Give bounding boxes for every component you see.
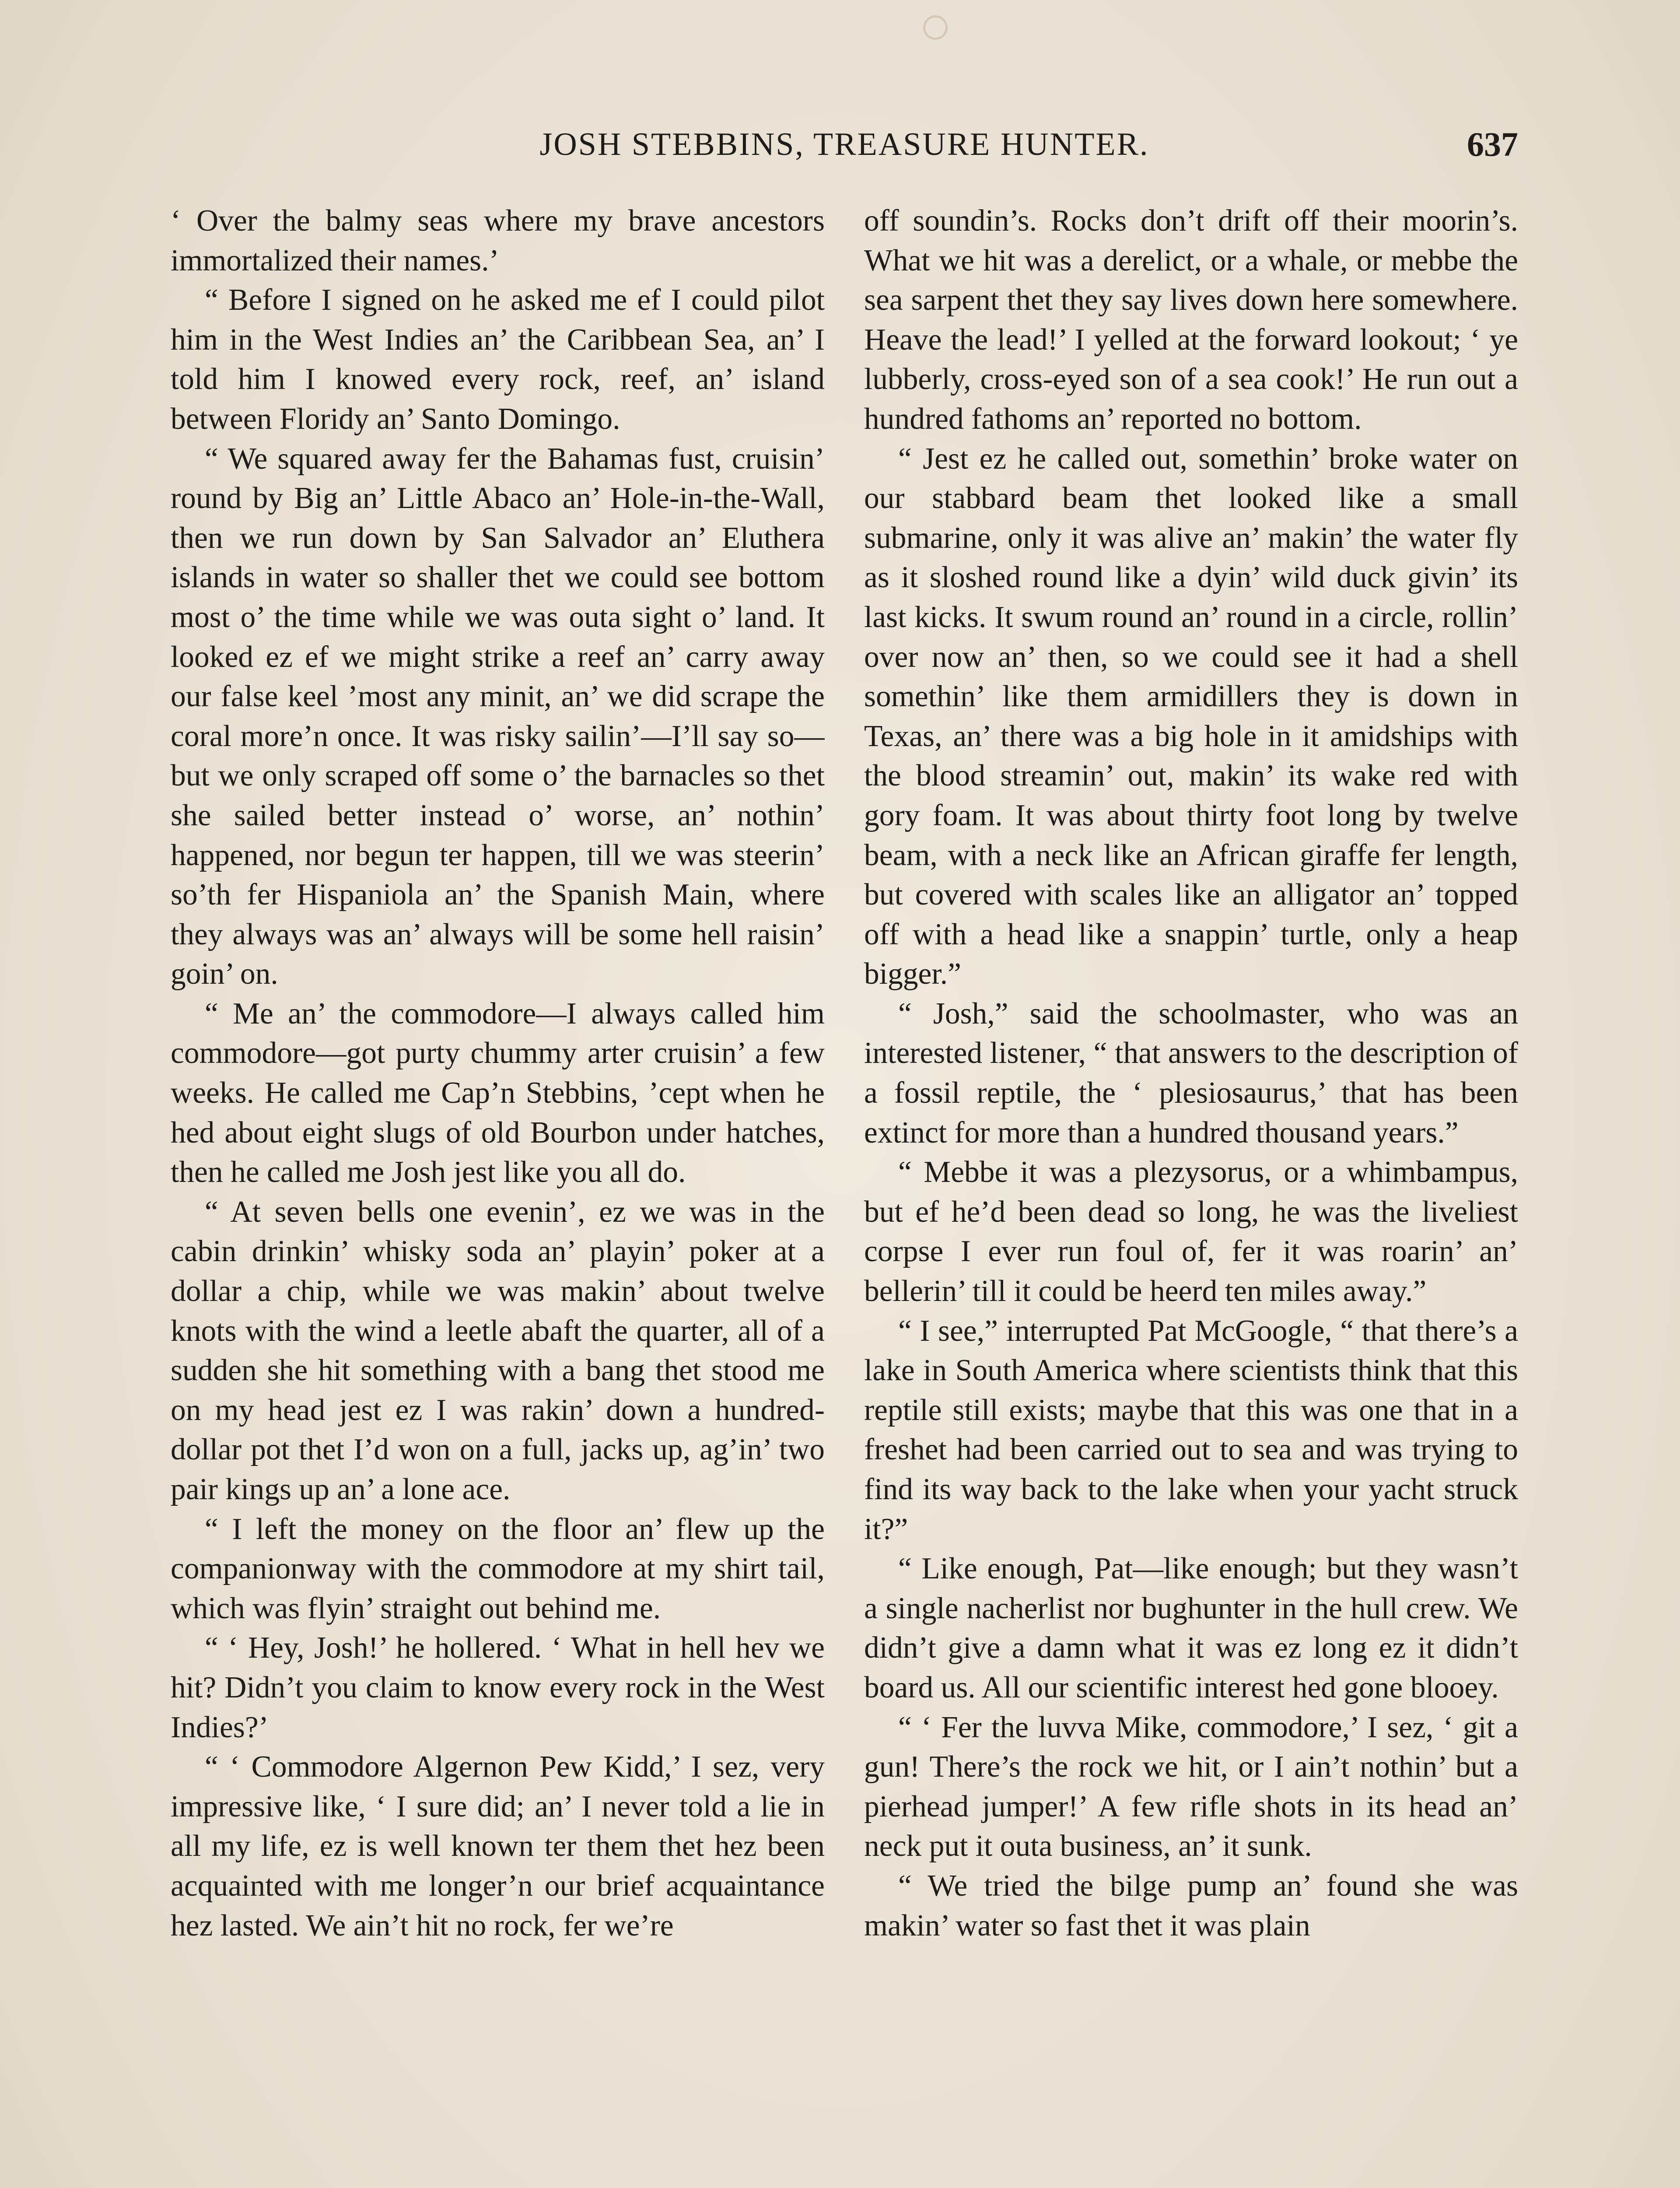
paragraph: “ ‘ Commodore Algernon Pew Kidd,’ I sez, very impressive like, ‘ I sure did; an’ I never told a lie in all my life, ez is well known ter them thet hez been acquainted with me longer’n our brief acquaintance hez lasted. We ain’t hit no rock, fer we’re <box>171 1750 825 1943</box>
paragraph: “ At seven bells one evenin’, ez we was in the cabin drinkin’ whisky soda an’ playin’ poker at a dollar a chip, while we was makin’ about twelve knots with the wind a leetle abaft the quarter, all of a sudden she hit something with a bang thet stood me on my head jest ez I was rakin’ down a hundred-dollar pot thet I’d won on a full, jacks up, ag’in’ two pair kings up an’ a lone ace. <box>171 1195 825 1506</box>
text-columns <box>171 201 1518 2188</box>
left-column <box>171 201 825 2188</box>
paragraph: ‘ Over the balmy seas where my brave ancestors immortalized their names.’ <box>171 204 825 277</box>
paragraph: “ We tried the bilge pump an’ found she was makin’ water so fast thet it was plain <box>864 1869 1518 1943</box>
page-header <box>171 118 1518 171</box>
paragraph: “ Josh,” said the schoolmaster, who was an interested listener, “ that answers to the description of a fossil reptile, the ‘ plesiosaurus,’ that has been extinct for more than a hundred thousand years.” <box>864 996 1518 1150</box>
paragraph: “ Me an’ the commodore—I always called him commodore—got purty chummy arter cruisin’ a few weeks. He called me Cap’n Stebbins, ’cept when he hed about eight slugs of old Bourbon under hatches, then he called me Josh jest like you all do. <box>171 996 825 1189</box>
paper-stain <box>923 15 948 40</box>
page-number: 637 <box>1467 125 1518 163</box>
paragraph: “ I left the money on the floor an’ flew up the companionway with the commodore at my shirt tail, which was flyin’ straight out behind me. <box>171 1512 825 1625</box>
running-head: JOSH STEBBINS, TREASURE HUNTER. <box>539 126 1149 162</box>
right-column <box>864 201 1518 2188</box>
paragraph: “ ‘ Fer the luvva Mike, commodore,’ I sez, ‘ git a gun! There’s the rock we hit, or I ain’t nothin’ but a pierhead jumper!’ A few rifle shots in its head an’ neck put it outa business, an’ it sunk. <box>864 1710 1518 1863</box>
paragraph: “ Like enough, Pat—like enough; but they wasn’t a single nacherlist nor bughunter in the hull crew. We didn’t give a damn what it was ez long ez it didn’t board us. All our scientific interest hed gone blooey. <box>864 1552 1518 1704</box>
paragraph: “ Jest ez he called out, somethin’ broke water on our stabbard beam thet looked like a small submarine, only it was alive an’ makin’ the water fly as it sloshed round like a dyin’ wild duck givin’ its last kicks. It swum round an’ round in a circle, rollin’ over now an’ then, so we could see it had a shell somethin’ like them armidillers they is down in Texas, an’ there was a big hole in it amidships with the blood streamin’ out, makin’ its wake red with gory foam. It was about thirty foot long by twelve beam, with a neck like an African giraffe fer length, but covered with scales like an alligator an’ topped off with a head like a snappin’ turtle, only a heap bigger.” <box>864 442 1518 991</box>
paragraph: off soundin’s. Rocks don’t drift off their moorin’s. What we hit was a derelict, or a whale, or mebbe the sea sarpent thet they say lives down here somewhere. Heave the lead!’ I yelled at the forward lookout; ‘ ye lubberly, cross-eyed son of a sea cook!’ He run out a hundred fathoms an’ reported no bottom. <box>864 204 1518 436</box>
paragraph: “ Before I signed on he asked me ef I could pilot him in the West Indies an’ the Caribbean Sea, an’ I told him I knowed every rock, reef, an’ island between Floridy an’ Santo Domingo. <box>171 283 825 436</box>
paragraph: “ Mebbe it was a plezysorus, or a whimbampus, but ef he’d been dead so long, he was the liveliest corpse I ever run foul of, fer it was roarin’ an’ bellerin’ till it could be heerd ten miles away.” <box>864 1155 1518 1308</box>
paragraph: “ ‘ Hey, Josh!’ he hollered. ‘ What in hell hev we hit? Didn’t you claim to know every rock in the West Indies?’ <box>171 1631 825 1744</box>
paragraph: “ I see,” interrupted Pat McGoogle, “ that there’s a lake in South America where scientists think that this reptile still exists; maybe that this was one that in a freshet had been carried out to sea and was trying to find its way back to the lake when your yacht struck it?” <box>864 1314 1518 1546</box>
paragraph: “ We squared away fer the Bahamas fust, cruisin’ round by Big an’ Little Abaco an’ Hole-in-the-Wall, then we run down by San Salvador an’ Eluthera islands in water so shaller thet we could see bottom most o’ the time while we was outa sight o’ land. It looked ez ef we might strike a reef an’ carry away our false keel ’most any minit, an’ we did scrape the coral more’n once. It was risky sailin’—I’ll say so—but we only scraped off some o’ the barnacles so thet she sailed better instead o’ worse, an’ nothin’ happened, nor begun ter happen, till we was steerin’ so’th fer Hispaniola an’ the Spanish Main, where they always was an’ always will be some hell raisin’ goin’ on. <box>171 442 825 991</box>
